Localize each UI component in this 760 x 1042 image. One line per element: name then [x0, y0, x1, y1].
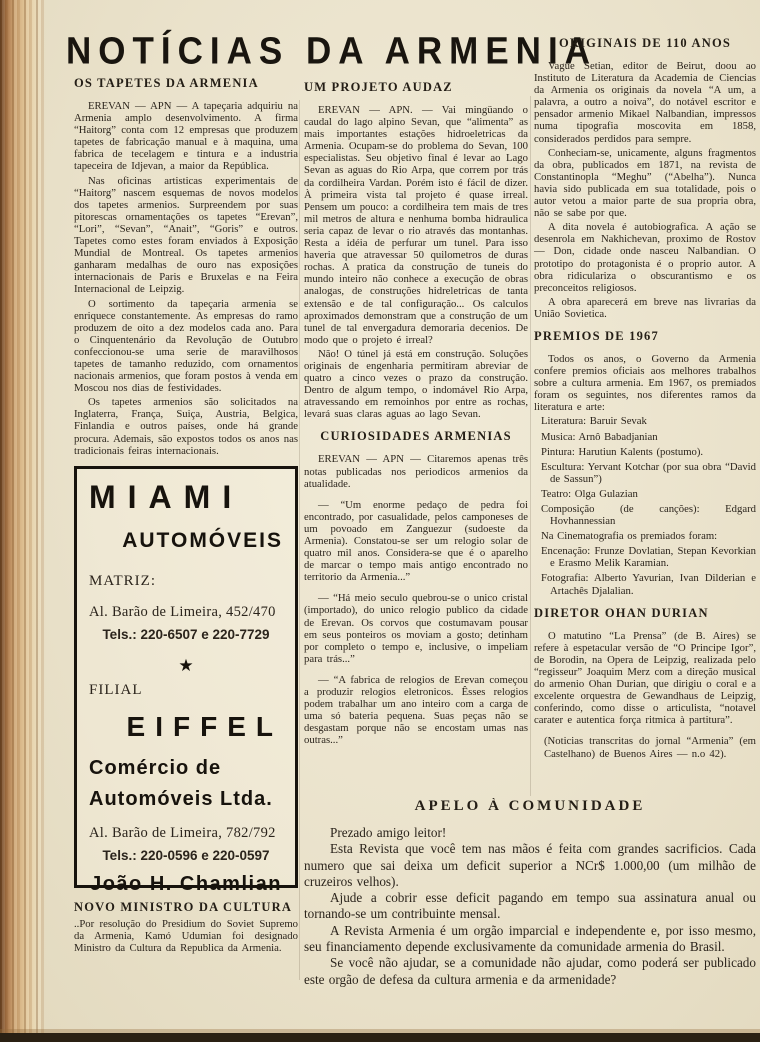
paragraph: Ajude a cobrir esse deficit pagando em tempo sua assinatura anual ou tornando-se um contribuinte mensal.: [304, 890, 756, 922]
section-heading-ministro: NOVO MINISTRO DA CULTURA: [74, 899, 293, 914]
middle-column: [304, 80, 528, 796]
paragraph: Todos os anos, o Governo da Armenia confere premios oficiais aos melhores trabalhos sobre a cultura armenia. Em 1967, os premiados foram os seguintes, nos diferentes ramos da literatura e arte:: [534, 352, 756, 414]
paragraph: Se você não ajudar, se a comunidade não ajudar, como poderá ser publicado este orgão de defesa da cultura armenia e da armenidade?: [304, 955, 756, 987]
section-heading-premios: PREMIOS DE 1967: [534, 328, 659, 343]
ad-business-type: [89, 753, 283, 815]
paragraph: O matutino “La Prensa” (de B. Aires) se refere à espetacular versão de “O Principe Igor”, de Borodin, na Opera de Leipzig, realizada pelo “regisseur” Joaquim Merz com a direção musical do armenio Ohan Durian, que dirigiu o coral e a excelente orquestra de Gewandhaus de Leipzig, conferindo, como disse o articulista, “notavel carater e autentica força ritmica à partitura”.: [534, 629, 756, 727]
premio-item: Literatura: Baruir Sevak: [541, 415, 647, 428]
column-divider: [530, 96, 531, 796]
paragraph: Vague Setian, editor de Beirut, doou ao Instituto de Literatura da Academia de Ciencias da Armenia os originais da novela “A um, a palavra, a outro a noiva”, do notável escritor e pensador armenio Mikael Nalbandian, impressos numa tipografia moscovita em 1858, considerados perdidos para sempre.: [534, 60, 756, 145]
paragraph: EREVAN — APN — A tapeçaria adquiriu na Armenia amplo desenvolvimento. A firma “Haitorg” conta com 12 empresas que produzem tapetes de fabricação manual e à maquina, uma fabrica de tecelagem e tintura e a industria tapeceira de Idjevan, a maior da República.: [74, 100, 298, 173]
book-binding-edge: [0, 0, 46, 1042]
paragraph: — “Há meio seculo quebrou-se o unico cristal (importado), do unico relogio publico da cidade de Erevan. Os corvos que costumavam pousar em seus ponteiros os moviam a gosto; detinham por completo o tempo e, inclusive, o impeliam para trás...”: [304, 592, 528, 665]
paragraph: Prezado amigo leitor!: [330, 825, 447, 840]
paragraph: Os tapetes armenios são solicitados na Inglaterra, França, Suiça, Austria, Belgica, Finlandia e outros países, onde há grande procura. Ademais, são expostos todos os anos nas tradicionais feiras internacionais.: [74, 396, 298, 457]
premio-item: Composição (de canções): Edgard Hovhannessian: [541, 503, 756, 528]
ad-filial-name: EIFFEL: [126, 710, 283, 742]
ad-company-name: MIAMI: [89, 478, 244, 515]
paragraph: (Noticias transcritas do jornal “Armenia” (em Castelhano) de Buenos Aires — n.o 42).: [544, 735, 756, 760]
ad-filial-phones: Tels.: 220-0596 e 220-0597: [102, 847, 270, 863]
paragraph: A obra aparecerá em breve nas livrarias da União Sovietica.: [534, 295, 756, 320]
ad-owner-name: João H. Chamlian: [90, 872, 282, 895]
paragraph: — “A fabrica de relogios de Erevan começou a produzir relogios eletronicos. Êsses relogios podem trabalhar um ano inteiro com a carga de uma só bateria pequena. Suas peças não se desgastam porque não se encostam umas nas outras...”: [304, 673, 528, 747]
section-heading-originais: ORIGINAIS DE 110 ANOS: [558, 36, 732, 50]
ad-matriz-address: Al. Barão de Limeira, 452/470: [89, 603, 276, 620]
paragraph: — “Um enorme pedaço de pedra foi encontrado, por casualidade, pelos camponeses de um povoado em Zanguezur (sudoeste da Armenia). Constatou-se ser um relogio solar de quatro mil anos. Considera-se que é o aparelho de marcar o tempo mais antigo encontrado no territorio da Armenia...”: [304, 498, 528, 584]
column-divider: [299, 100, 300, 980]
premio-item: Teatro: Olga Gulazian: [541, 487, 638, 500]
section-heading-projeto: UM PROJETO AUDAZ: [304, 80, 453, 94]
paragraph: Conheciam-se, unicamente, alguns fragmentos da obra, publicados em 1871, na revista de Constantinopla “Meghu” (“Abelha”). Nunca havia sido publicada em sua totalidade, pois o autor vetou a maior parte de sua propria obra, não se sabe por que.: [534, 146, 756, 220]
premio-item: Fotografia: Alberto Yavurian, Ivan Dilderian e Artachês Djalalian.: [541, 572, 756, 597]
ad-business-line2: Automóveis Ltda.: [89, 787, 273, 810]
section-heading-diretor: DIRETOR OHAN DURIAN: [534, 605, 709, 620]
scan-bottom-edge: [0, 1033, 760, 1042]
right-column: [534, 36, 756, 826]
ad-matriz-label: MATRIZ:: [89, 572, 156, 589]
advertisement-miami-eiffel: [74, 466, 298, 895]
star-icon: ★: [178, 655, 194, 675]
paragraph: EREVAN — APN — Citaremos apenas três notas publicadas nos periodicos armenios da atualidade.: [304, 453, 528, 490]
paragraph: Nas oficinas artisticas experimentais de “Haitorg” nascem esquemas de novos modelos dos tapetes armenios. Surpreendem por suas pitorescas ornamentações os tapetes “Erevan”, “Lori”, “Sevan”, “Anait”, “Goris” e outros. Tapetes como estes foram enviados à Exposição Mundial de Montreal. Os tapetes armenios ganharam medalhas de ouro nas exposições internacionais de Paris e Bruxelas e na Feira Internacional de Leipzig.: [74, 174, 298, 296]
ad-filial-label: FILIAL: [89, 681, 143, 698]
section-heading-curiosidades: CURIOSIDADES ARMENIAS: [320, 429, 512, 444]
ad-filial-address: Al. Barão de Limeira, 782/792: [89, 824, 276, 841]
left-column: [74, 76, 298, 1026]
paragraph: O sortimento da tapeçaria armenia se enriquece constantemente. As empresas do ramo produzem de oito a dez modelos cada ano. Para o Cinquentenário da Revolução de Outubro confeccionou-se uma serie de maravilhosos tapetes de tamanho reduzido, com ornamentos nacionais armenios, que foram postos à venda em Moscou nos dias de festividades.: [74, 297, 298, 395]
premio-item: Escultura: Yervant Kotchar (por sua obra “David de Sassun”): [541, 460, 756, 485]
paragraph: A dita novela é autobiografica. A ação se desenrola em Nakhichevan, proximo de Rostov — Don, cidade onde nasceu Nalbandian. O prototipo do protagonista é o proprio autor. A obra ridiculariza o obscurantismo e os preconceitos religiosos.: [534, 221, 756, 294]
premio-item: Musica: Arnô Babadjanian: [541, 430, 658, 443]
paragraph: ..Por resolução do Presidium do Soviet Supremo da Armenia, Kamó Udumian foi designado Ministro da Cultura da Republica da Armenia.: [74, 917, 298, 954]
section-heading-tapetes: OS TAPETES DA ARMENIA: [74, 76, 259, 90]
premio-item: Encenação: Frunze Dovlatian, Stepan Kevorkian e Erasmo Melik Karamian.: [541, 545, 756, 570]
paragraph: A Revista Armenia é um orgão imparcial e independente e, por isso mesmo, seu financiamento depende exclusivamente da comunidade armenia do Brasil.: [304, 922, 756, 955]
section-apelo: [304, 798, 756, 1008]
premio-item: Pintura: Harutiun Kalents (postumo).: [541, 445, 704, 458]
ad-business-line1: Comércio de: [89, 756, 222, 779]
paragraph: Não! O túnel já está em construção. Soluções originais de engenharia permitiram abreviar de quatro a cinco vezes o prazo da construção. Dentro de algum tempo, o indomável Rio Arpa, atravessando em remoinhos por entre as rochas, levará suas claras aguas ao lago Sevan.: [304, 347, 528, 421]
section-novo-ministro: [74, 900, 298, 954]
page-title: NOTÍCIAS DA ARMENIA: [66, 30, 597, 73]
premios-list: [534, 415, 756, 596]
ad-matriz-phones: Tels.: 220-6507 e 220-7729: [102, 626, 270, 642]
paragraph: Esta Revista que você tem nas mãos é feita com grandes sacrificios. Cada numero que sai deixa um deficit superior a NCr$ 1.000,00 (um milhão de cruzeiros velhos).: [304, 841, 756, 889]
section-heading-apelo: APELO À COMUNIDADE: [414, 798, 646, 814]
premio-item: Na Cinematografia os premiados foram:: [541, 530, 718, 543]
paragraph: EREVAN — APN. — Vai mingüando o caudal do lago alpino Sevan, que “alimenta” as mais importantes estações hidroeletricas da Armenia. Ocupam-se do problema do Sevan, 100 especialistas. Seu objetivo final é levar ao Lago Sevan as aguas do Rio Arpa, que correm por trás da cordilheira Vardan. Porém isto é fácil de dizer. À primeira vista tal projeto é quase irreal. Pensem um pouco: a cordilheira tem mais de tres mil metros de altura e nenhuma bomba hidraulica seria capaz de levar o rio através das montanhas. Resta a idéia de perfurar um tunel. Para isso haveria que atravessar 50 quilometros de duras rochas. A pratica da construção de tuneis do mundo inteiro não conhece a execução de obras analogas, de construções hidreletricas de tanta extensão e de tal configuração... Os calculos aproximados demonstram que a construção de um tunel de tal envergadura demoraria decenios. De modo que o projeto é irreal?: [304, 104, 528, 346]
ad-subtitle: AUTOMÓVEIS: [122, 528, 283, 552]
